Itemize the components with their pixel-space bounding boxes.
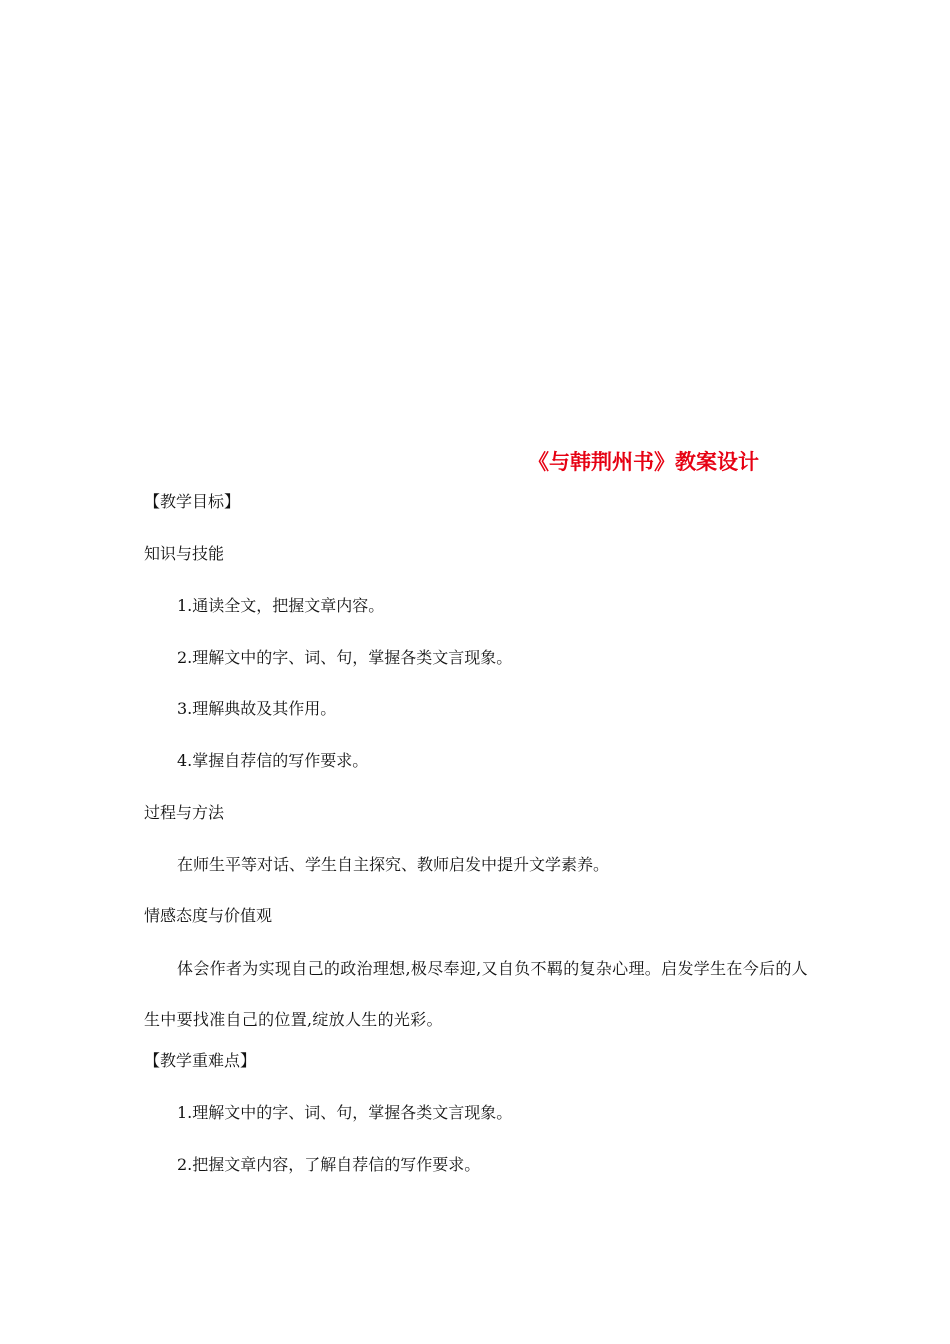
knowledge-item-3: 3.理解典故及其作用。: [177, 699, 337, 718]
section-heading-keypoints: 【教学重难点】: [144, 1051, 257, 1070]
subheading-knowledge-skills: 知识与技能: [144, 544, 225, 563]
knowledge-item-4: 4.掌握自荐信的写作要求。: [177, 751, 369, 770]
process-text: 在师生平等对话、学生自主探究、教师启发中提升文学素养。: [177, 855, 610, 874]
document-title: 《与韩荆州书》教案设计: [528, 450, 759, 474]
subheading-emotion-values: 情感态度与价值观: [144, 906, 273, 925]
knowledge-item-1: 1.通读全文，把握文章内容。: [177, 596, 385, 615]
keypoint-item-2: 2.把握文章内容，了解自荐信的写作要求。: [177, 1155, 481, 1174]
keypoint-item-1: 1.理解文中的字、词、句，掌握各类文言现象。: [177, 1103, 513, 1122]
knowledge-item-2: 2.理解文中的字、词、句，掌握各类文言现象。: [177, 648, 513, 667]
section-heading-objectives: 【教学目标】: [144, 492, 241, 511]
subheading-process-method: 过程与方法: [144, 803, 225, 822]
emotion-paragraph: 体会作者为实现自己的政治理想,极尽奉迎,又自负不羁的复杂心理。启发学生在今后的人生中要找准自己的位置,绽放人生的光彩。: [144, 959, 808, 1029]
